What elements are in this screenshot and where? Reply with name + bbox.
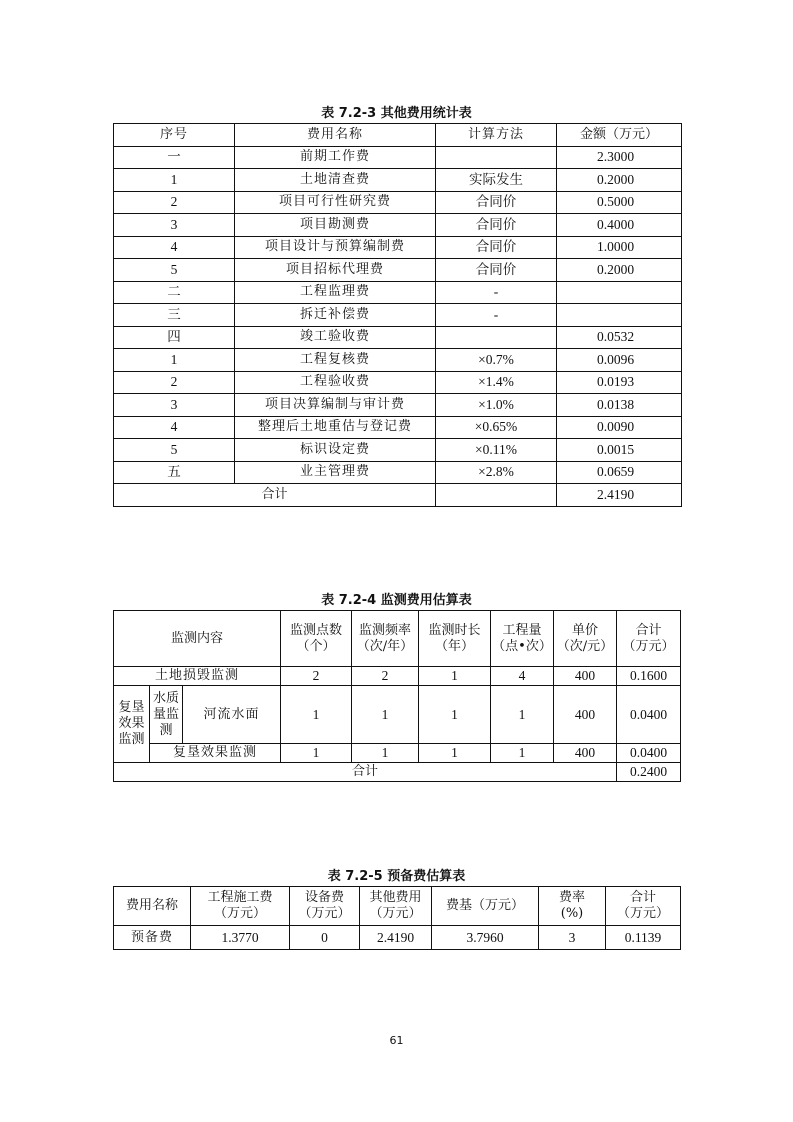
header-content: 监测内容	[114, 611, 281, 667]
table-row	[114, 349, 682, 372]
other-costs-table	[113, 123, 682, 507]
table-row	[114, 686, 681, 744]
cell: 0.1600	[617, 667, 681, 686]
cell: 1	[352, 744, 419, 763]
row-name: 项目勘测费	[235, 214, 436, 237]
table-row	[114, 281, 682, 304]
row-content: 复垦效果监测	[150, 744, 281, 763]
row-index: 5	[114, 259, 235, 282]
row-index: 一	[114, 146, 235, 169]
header-cell: 费基（万元）	[432, 887, 539, 926]
row-amount: 2.3000	[557, 146, 682, 169]
row-method: ×0.11%	[436, 439, 557, 462]
header-cell: 合计 （万元）	[606, 887, 681, 926]
row-name: 整理后土地重估与登记费	[235, 416, 436, 439]
header-quantity: 工程量 （点•次）	[491, 611, 554, 667]
row-method: -	[436, 304, 557, 327]
total-label: 合计	[114, 484, 436, 507]
cell: 2	[281, 667, 352, 686]
row-amount: 0.5000	[557, 191, 682, 214]
cell: 1	[491, 744, 554, 763]
row-name: 拆迁补偿费	[235, 304, 436, 327]
header-cell: 其他费用 （万元）	[360, 887, 432, 926]
cell: 400	[554, 744, 617, 763]
row-content: 河流水面	[183, 686, 281, 744]
row-amount: 0.0532	[557, 326, 682, 349]
cell: 4	[491, 667, 554, 686]
table-row	[114, 191, 682, 214]
table-row	[114, 394, 682, 417]
header-frequency: 监测频率 （次/年）	[352, 611, 419, 667]
row-name: 竣工验收费	[235, 326, 436, 349]
table-row	[114, 259, 682, 282]
row-amount: 0.0193	[557, 371, 682, 394]
monitoring-costs-table	[113, 610, 681, 782]
total-amount: 2.4190	[557, 484, 682, 507]
row-amount: 0.0015	[557, 439, 682, 462]
cell: 3.7960	[432, 926, 539, 950]
row-method: 合同价	[436, 259, 557, 282]
header-index: 序号	[114, 124, 235, 147]
row-amount	[557, 281, 682, 304]
group-label: 复垦效果监测	[114, 686, 150, 763]
total-method	[436, 484, 557, 507]
cell: 1	[281, 686, 352, 744]
cell: 0.1139	[606, 926, 681, 950]
row-amount: 0.0138	[557, 394, 682, 417]
table3-caption: 表 7.2-5 预备费估算表	[327, 869, 466, 884]
row-amount: 0.2000	[557, 259, 682, 282]
table1-caption: 表 7.2-3 其他费用统计表	[321, 106, 472, 121]
cell: 400	[554, 667, 617, 686]
table-row	[114, 169, 682, 192]
row-name: 土地清查费	[235, 169, 436, 192]
reserve-fund-table	[113, 886, 681, 950]
row-index: 1	[114, 169, 235, 192]
row-name: 项目可行性研究费	[235, 191, 436, 214]
cell: 预备费	[114, 926, 191, 950]
cell: 2	[352, 667, 419, 686]
row-name: 业主管理费	[235, 461, 436, 484]
cell: 1	[491, 686, 554, 744]
row-method: 合同价	[436, 236, 557, 259]
header-duration: 监测时长 （年）	[419, 611, 491, 667]
row-name: 标识设定费	[235, 439, 436, 462]
header-points: 监测点数 （个）	[281, 611, 352, 667]
cell: 1	[352, 686, 419, 744]
table-row	[114, 744, 681, 763]
table-row	[114, 926, 681, 950]
row-index: 3	[114, 394, 235, 417]
row-name: 项目设计与预算编制费	[235, 236, 436, 259]
header-price: 单价 （次/元）	[554, 611, 617, 667]
cell: 0.0400	[617, 686, 681, 744]
total-row	[114, 484, 682, 507]
table-row	[114, 326, 682, 349]
row-index: 2	[114, 191, 235, 214]
table-row	[114, 439, 682, 462]
row-index: 3	[114, 214, 235, 237]
row-amount: 0.0090	[557, 416, 682, 439]
row-method: ×1.4%	[436, 371, 557, 394]
total-label: 合计	[114, 763, 617, 782]
row-content: 土地损毁监测	[114, 667, 281, 686]
page-number: 61	[389, 1034, 404, 1047]
row-index: 五	[114, 461, 235, 484]
sub-group-label: 水质量监测	[150, 686, 183, 744]
cell: 0	[290, 926, 360, 950]
cell: 1.3770	[191, 926, 290, 950]
header-cell: 设备费 （万元）	[290, 887, 360, 926]
table-row	[114, 236, 682, 259]
cell: 2.4190	[360, 926, 432, 950]
table-row	[114, 416, 682, 439]
cell: 1	[281, 744, 352, 763]
header-cell: 工程施工费 （万元）	[191, 887, 290, 926]
row-index: 三	[114, 304, 235, 327]
header-total: 合计 （万元）	[617, 611, 681, 667]
cell: 0.0400	[617, 744, 681, 763]
row-name: 项目决算编制与审计费	[235, 394, 436, 417]
header-cell: 费率 (%)	[539, 887, 606, 926]
row-index: 1	[114, 349, 235, 372]
table-row	[114, 461, 682, 484]
cell: 1	[419, 667, 491, 686]
row-method: -	[436, 281, 557, 304]
row-amount: 0.2000	[557, 169, 682, 192]
total-amount: 0.2400	[617, 763, 681, 782]
header-cell: 费用名称	[114, 887, 191, 926]
row-name: 前期工作费	[235, 146, 436, 169]
row-index: 5	[114, 439, 235, 462]
header-method: 计算方法	[436, 124, 557, 147]
row-method: 合同价	[436, 214, 557, 237]
row-amount: 0.0659	[557, 461, 682, 484]
header-name: 费用名称	[235, 124, 436, 147]
row-amount: 0.0096	[557, 349, 682, 372]
table2-caption: 表 7.2-4 监测费用估算表	[321, 593, 472, 608]
row-method	[436, 326, 557, 349]
row-method	[436, 146, 557, 169]
table-header-row	[114, 887, 681, 926]
table-header-row	[114, 124, 682, 147]
row-name: 工程验收费	[235, 371, 436, 394]
total-row	[114, 763, 681, 782]
table-row	[114, 146, 682, 169]
row-amount	[557, 304, 682, 327]
cell: 1	[419, 686, 491, 744]
row-method: 合同价	[436, 191, 557, 214]
table-row	[114, 304, 682, 327]
header-amount: 金额（万元）	[557, 124, 682, 147]
row-name: 工程监理费	[235, 281, 436, 304]
table-row	[114, 371, 682, 394]
row-amount: 0.4000	[557, 214, 682, 237]
cell: 3	[539, 926, 606, 950]
row-amount: 1.0000	[557, 236, 682, 259]
row-name: 工程复核费	[235, 349, 436, 372]
row-method: ×1.0%	[436, 394, 557, 417]
cell: 400	[554, 686, 617, 744]
row-name: 项目招标代理费	[235, 259, 436, 282]
row-index: 四	[114, 326, 235, 349]
row-index: 4	[114, 416, 235, 439]
table-row	[114, 214, 682, 237]
table-row	[114, 667, 681, 686]
row-index: 2	[114, 371, 235, 394]
row-method: ×2.8%	[436, 461, 557, 484]
row-method: ×0.65%	[436, 416, 557, 439]
cell: 1	[419, 744, 491, 763]
table-header-row	[114, 611, 681, 667]
row-method: 实际发生	[436, 169, 557, 192]
row-index: 4	[114, 236, 235, 259]
row-method: ×0.7%	[436, 349, 557, 372]
row-index: 二	[114, 281, 235, 304]
